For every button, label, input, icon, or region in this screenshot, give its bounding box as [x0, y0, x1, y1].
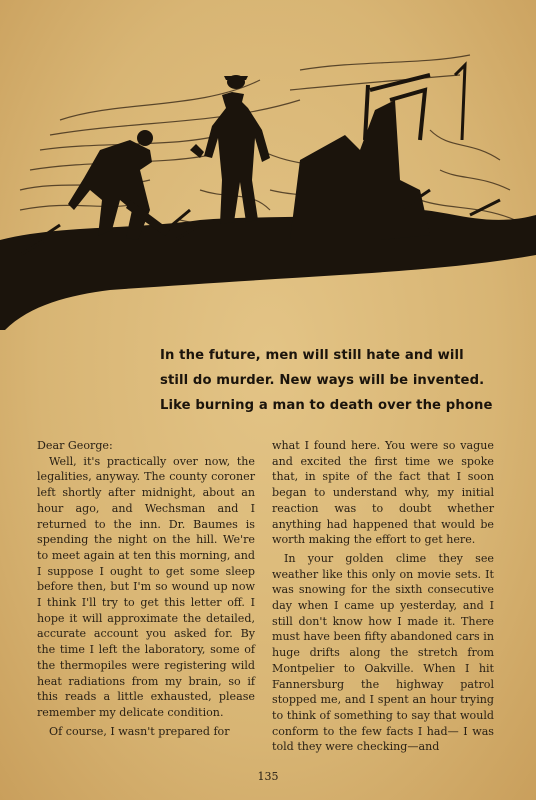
text-column-right: [272, 438, 494, 755]
paragraph: Of course, I wasn't prepared for: [49, 724, 230, 738]
paragraph: In your golden clime they see weather like this only on movie sets. It was snowing for the sixth consecutive day when I came up yesterday, and I still don't know how I made it. There must have been fifty abandoned cars in huge drifts along the stretch from Montpelier to Oakville. When I hit Fannersburg the highway patrol stopped me, and I spent an hour trying to think of something to say that would conform to the few facts I had— I was told they were checking—and: [272, 551, 494, 754]
paragraph: what I found here. You were so vague and excited the first time we spoke that, in spite of the fact that I soon began to understand why, my initial reaction was to doubt whether anything had happened that would be worth making the effort to get here.: [272, 439, 494, 547]
letter-greeting: Dear George:: [37, 439, 113, 452]
story-tagline: [160, 343, 530, 418]
tagline-line-3: Like burning a man to death over the phone: [160, 398, 493, 413]
text-column-left: [37, 438, 255, 739]
story-illustration: [0, 40, 536, 330]
tagline-line-2: still do murder. New ways will be invented.: [160, 373, 485, 388]
paragraph: Well, it's practically over now, the legalities, anyway. The county coroner left shortly after midnight, about an hour ago, and Wechsman and I returned to the inn. Dr. Baumes is spending the night on the hill. We're to meet again at ten this morning, and I suppose I ought to get some sleep before then, but I'm so wound up now I think I'll try to get this letter off. I hope it will approximate the detailed, accurate account you asked for. By the time I left the laboratory, some of the thermopiles were registering wild heat radiations from my brain, so if this reads a little exhausted, please remember my delicate condition.: [37, 454, 255, 719]
tagline-line-1: In the future, men will still hate and will: [160, 348, 464, 363]
page-number: 135: [257, 770, 279, 783]
